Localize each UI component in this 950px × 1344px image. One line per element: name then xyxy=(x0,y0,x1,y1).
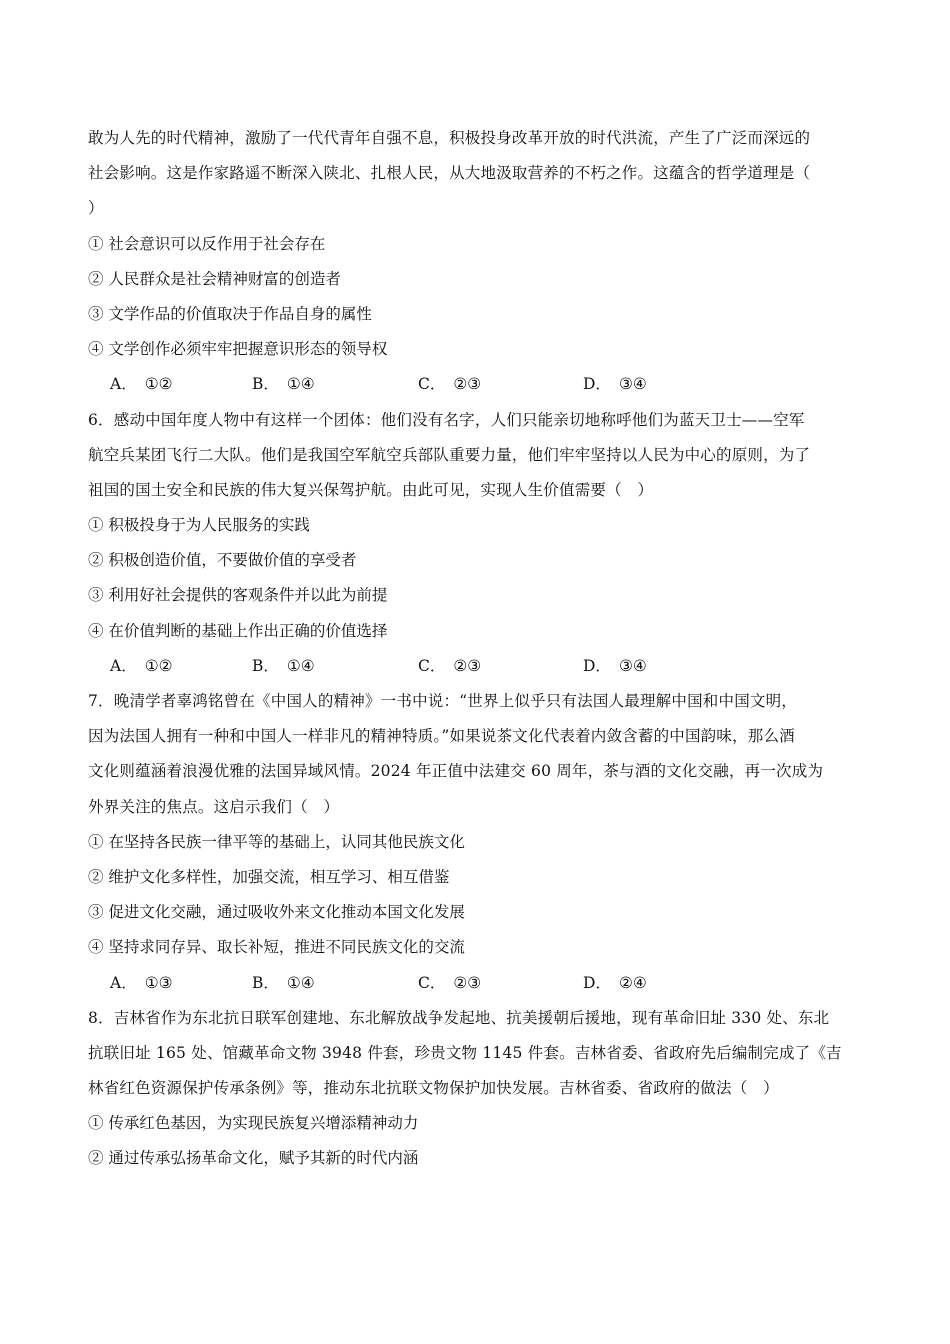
choice-b: B． ①④ xyxy=(252,375,315,394)
statement-1: ① 传承红色基因，为实现民族复兴增添精神动力 xyxy=(88,1114,419,1133)
question-stem-line: 航空兵某团飞行二大队。他们是我国空军航空兵部队重要力量，他们牢牢坚持以人民为中心的原则，为了 xyxy=(88,445,811,464)
statement-1: ① 在坚持各民族一律平等的基础上，认同其他民族文化 xyxy=(88,832,465,851)
question-8 xyxy=(88,1001,868,1177)
question-stem-line: 林省红色资源保护传承条例》等，推动东北抗联文物保护加快发展。吉林省委、省政府的做法（ ） xyxy=(88,1079,779,1098)
question-stem-line: 因为法国人拥有一种和中国人一样非凡的精神特质。”如果说茶文化代表着内敛含蓄的中国韵味，那么酒 xyxy=(88,727,795,746)
statement-3: ③ 促进文化交融，通过吸收外来文化推动本国文化发展 xyxy=(88,903,465,922)
question-stem-line: 6．感动中国年度人物中有这样一个团体：他们没有名字，人们只能亲切地称呼他们为蓝天卫士——空军 xyxy=(88,410,805,429)
question-7 xyxy=(88,684,868,1001)
answer-choices xyxy=(88,966,868,1001)
choice-b: B． ①④ xyxy=(252,656,315,675)
statement-3: ③ 文学作品的价值取决于作品自身的属性 xyxy=(88,304,372,323)
question-stem-line: 抗联旧址 165 处、馆藏革命文物 3948 件套，珍贵文物 1145 件套。吉林省委、省政府先后编制完成了《吉 xyxy=(88,1043,842,1062)
statement-1: ① 积极投身于为人民服务的实践 xyxy=(88,516,310,535)
question-stem-line: 祖国的国土安全和民族的伟大复兴保驾护航。由此可见，实现人生价值需要（ ） xyxy=(88,480,654,499)
statement-3: ③ 利用好社会提供的客观条件并以此为前提 xyxy=(88,586,388,605)
statement-2: ② 积极创造价值，不要做价值的享受者 xyxy=(88,551,357,570)
statement-4: ④ 坚持求同存异、取长补短，推进不同民族文化的交流 xyxy=(88,938,465,957)
choice-c: C． ②③ xyxy=(418,656,482,675)
question-5 xyxy=(88,121,868,403)
choice-c: C． ②③ xyxy=(418,973,482,992)
question-stem-line: 社会影响。这是作家路遥不断深入陕北、扎根人民，从大地汲取营养的不朽之作。这蕴含的哲学道理是（ xyxy=(88,164,811,183)
document-page xyxy=(88,121,868,1177)
statement-2: ② 人民群众是社会精神财富的创造者 xyxy=(88,269,341,288)
choice-c: C． ②③ xyxy=(418,375,482,394)
question-stem-line: 外界关注的焦点。这启示我们（ ） xyxy=(88,797,340,816)
statement-2: ② 通过传承弘扬革命文化，赋予其新的时代内涵 xyxy=(88,1149,419,1168)
statement-2: ② 维护文化多样性，加强交流，相互学习、相互借鉴 xyxy=(88,867,450,886)
question-stem-line: 8．吉林省作为东北抗日联军创建地、东北解放战争发起地、抗美援朝后援地，现有革命旧址 330 处、东北 xyxy=(88,1008,830,1027)
answer-choices xyxy=(88,649,868,684)
choice-a: A． ①② xyxy=(110,656,173,675)
choice-a: A． ①② xyxy=(110,375,173,394)
question-6 xyxy=(88,403,868,685)
question-stem-line: 7．晚清学者辜鸿铭曾在《中国人的精神》一书中说：“世界上似乎只有法国人最理解中国和中国文明， xyxy=(88,692,797,710)
choice-b: B． ①④ xyxy=(252,973,315,992)
choice-d: D． ③④ xyxy=(583,656,647,675)
question-stem-line: 文化则蕴涵着浪漫优雅的法国异域风情。2024 年正值中法建交 60 周年，茶与酒的文化交融，再一次成为 xyxy=(88,762,824,781)
question-stem-line: 敢为人先的时代精神，激励了一代代青年自强不息，积极投身改革开放的时代洪流，产生了广泛而深远的 xyxy=(88,129,811,147)
statement-1: ① 社会意识可以反作用于社会存在 xyxy=(88,234,326,253)
choice-d: D． ②④ xyxy=(583,973,647,992)
choice-d: D． ③④ xyxy=(583,375,647,394)
statement-4: ④ 文学创作必须牢牢把握意识形态的领导权 xyxy=(88,340,388,359)
question-stem-line: ） xyxy=(88,199,104,218)
statement-4: ④ 在价值判断的基础上作出正确的价值选择 xyxy=(88,621,388,640)
answer-choices xyxy=(88,367,868,402)
choice-a: A． ①③ xyxy=(110,973,173,992)
